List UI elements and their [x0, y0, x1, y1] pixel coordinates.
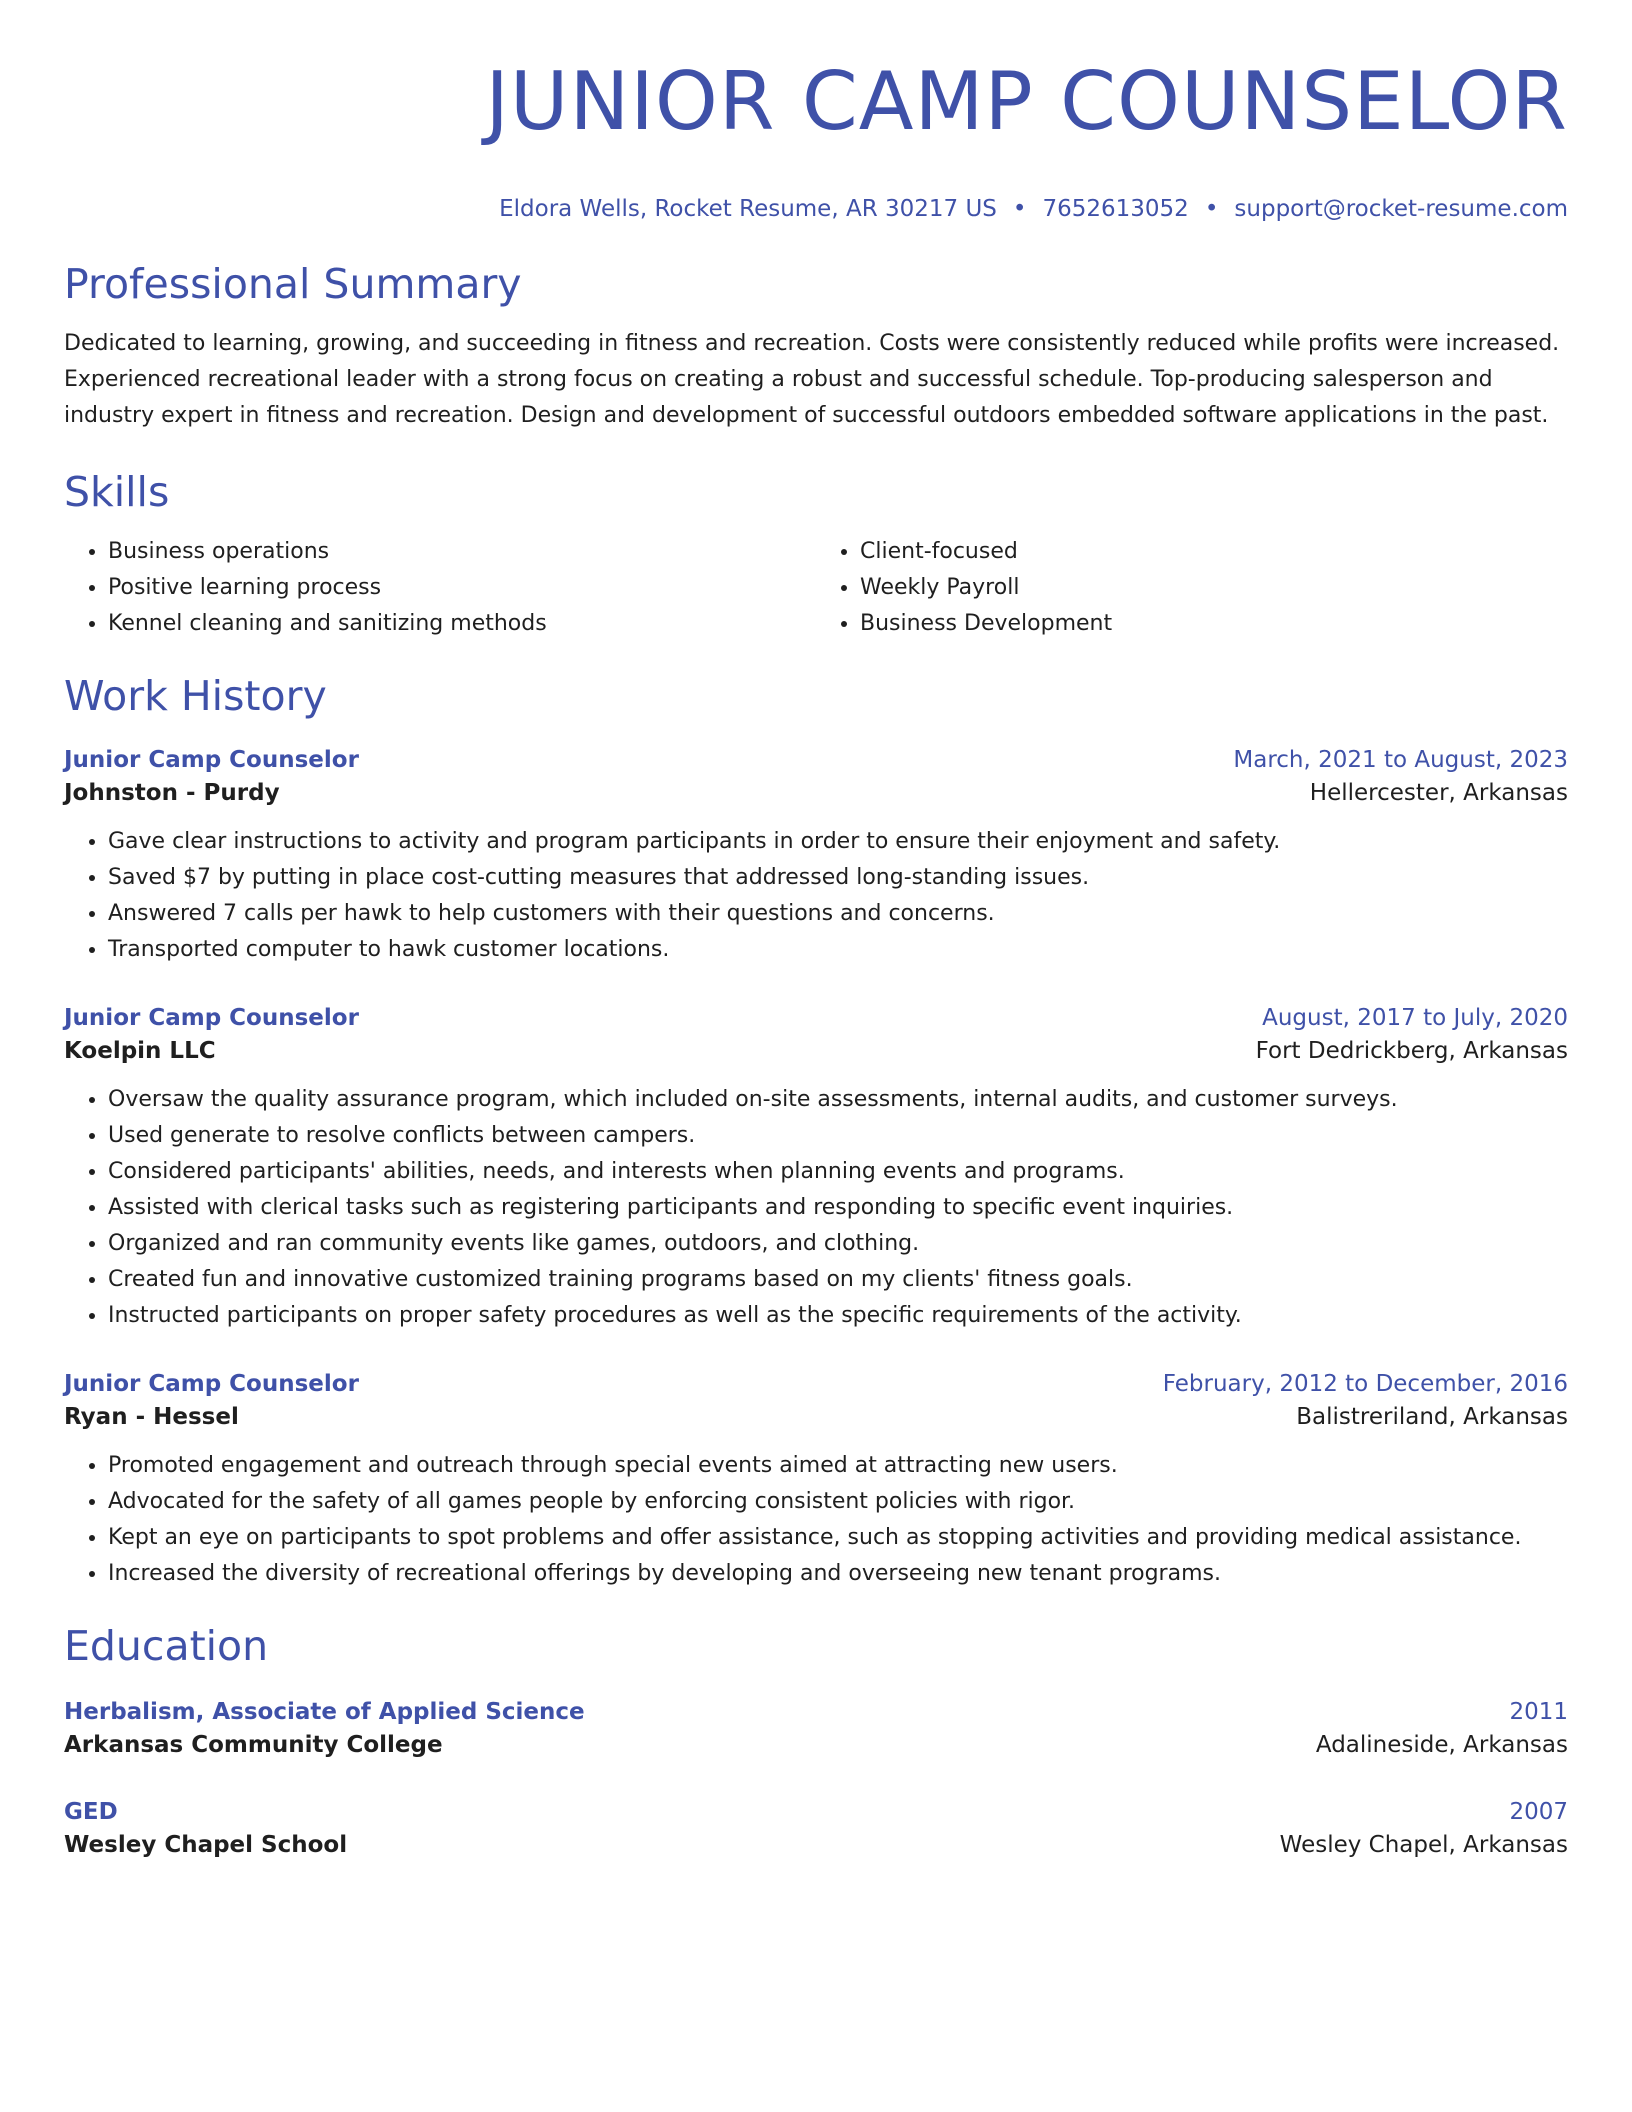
job-bullets: [64, 1448, 1568, 1592]
summary-heading: Professional Summary: [64, 260, 522, 308]
job-entry: [64, 1002, 1568, 1334]
job-location: Hellercester, Arkansas: [1309, 780, 1568, 806]
job-dates: August, 2017 to July, 2020: [1262, 1005, 1568, 1031]
summary-section: [64, 258, 1568, 434]
job-employer-row: [64, 1400, 1568, 1434]
summary-text: Dedicated to learning, growing, and succeeding in fitness and recreation. Costs were consistently reduced while profits were increased. Experienced recreational leader with a strong focus on creating a robust and successful schedule. Top-producing salesperson and industry expert in fitness and recreation. Design and development of successful outdoors embedded software applications in the past.: [64, 331, 1560, 428]
education-header-row: [64, 1696, 1568, 1728]
skills-columns: [64, 534, 1568, 642]
job-bullet: • Advocated for the safety of all games people by enforcing consistent policies with rigor.: [108, 1484, 1568, 1520]
education-school-row: [64, 1728, 1568, 1762]
education-school: Wesley Chapel School: [64, 1832, 348, 1858]
work-history-heading: Work History: [64, 672, 327, 720]
education-heading: Education: [64, 1622, 269, 1670]
job-company: Johnston - Purdy: [64, 780, 280, 806]
job-company: Koelpin LLC: [64, 1038, 216, 1064]
job-bullets: [64, 824, 1568, 968]
skills-section: [64, 466, 1568, 642]
job-header-row: [64, 1368, 1568, 1400]
job-bullet: • Assisted with clerical tasks such as registering participants and responding to specific event inquiries.: [108, 1190, 1568, 1226]
job-employer-row: [64, 776, 1568, 810]
resume-header: [64, 0, 1568, 224]
skill-item: • Kennel cleaning and sanitizing methods: [108, 606, 816, 642]
education-entry: [64, 1796, 1568, 1862]
job-bullet: • Created fun and innovative customized training programs based on my clients' fitness goals.: [108, 1262, 1568, 1298]
education-header-row: [64, 1796, 1568, 1828]
job-bullet: • Kept an eye on participants to spot problems and offer assistance, such as stopping activities and providing medical assistance.: [108, 1520, 1568, 1556]
job-bullet: • Promoted engagement and outreach through special events aimed at attracting new users.: [108, 1448, 1568, 1484]
job-title: Junior Camp Counselor: [64, 747, 359, 773]
job-bullet: • Transported computer to hawk customer locations.: [108, 932, 1568, 968]
education-entry: [64, 1696, 1568, 1762]
contact-address: Eldora Wells, Rocket Resume, AR 30217 US: [499, 196, 997, 222]
skills-list-right: [816, 534, 1568, 642]
education-year: 2011: [1509, 1699, 1568, 1725]
job-bullet: • Considered participants' abilities, needs, and interests when planning events and programs.: [108, 1154, 1568, 1190]
job-header-row: [64, 1002, 1568, 1034]
contact-separator: •: [1204, 196, 1219, 222]
education-school: Arkansas Community College: [64, 1732, 443, 1758]
education-location: Wesley Chapel, Arkansas: [1279, 1832, 1568, 1858]
job-bullet: • Saved $7 by putting in place cost-cutting measures that addressed long-standing issues.: [108, 860, 1568, 896]
education-year: 2007: [1509, 1799, 1568, 1825]
job-title: Junior Camp Counselor: [64, 1005, 359, 1031]
contact-separator: •: [1012, 196, 1027, 222]
job-bullet: • Used generate to resolve conflicts between campers.: [108, 1118, 1568, 1154]
education-degree: Herbalism, Associate of Applied Science: [64, 1699, 585, 1725]
job-bullet: • Answered 7 calls per hawk to help customers with their questions and concerns.: [108, 896, 1568, 932]
job-entry: [64, 744, 1568, 968]
job-company: Ryan - Hessel: [64, 1404, 239, 1430]
job-bullet: • Increased the diversity of recreational offerings by developing and overseeing new tenant programs.: [108, 1556, 1568, 1592]
skill-item: • Business operations: [108, 534, 816, 570]
skill-item: • Business Development: [860, 606, 1568, 642]
skills-list-left: [64, 534, 816, 642]
education-section: [64, 1620, 1568, 1862]
skills-heading: Skills: [64, 468, 170, 516]
job-bullet: • Gave clear instructions to activity and program participants in order to ensure their enjoyment and safety.: [108, 824, 1568, 860]
job-title: Junior Camp Counselor: [64, 1371, 359, 1397]
education-degree: GED: [64, 1799, 118, 1825]
job-bullets: [64, 1082, 1568, 1334]
job-bullet: • Organized and ran community events like games, outdoors, and clothing.: [108, 1226, 1568, 1262]
contact-phone: 7652613052: [1042, 196, 1189, 222]
job-location: Balistreriland, Arkansas: [1296, 1404, 1568, 1430]
skill-item: • Client-focused: [860, 534, 1568, 570]
job-bullet: • Instructed participants on proper safety procedures as well as the specific requirements of the activity.: [108, 1298, 1568, 1334]
contact-email[interactable]: support@rocket-resume.com: [1234, 196, 1568, 222]
education-school-row: [64, 1828, 1568, 1862]
job-dates: February, 2012 to December, 2016: [1162, 1371, 1568, 1397]
job-dates: March, 2021 to August, 2023: [1233, 747, 1568, 773]
job-entry: [64, 1368, 1568, 1592]
job-employer-row: [64, 1034, 1568, 1068]
work-history-section: [64, 670, 1568, 1592]
page-title: JUNIOR CAMP COUNSELOR: [485, 55, 1568, 148]
job-header-row: [64, 744, 1568, 776]
education-location: Adalineside, Arkansas: [1315, 1732, 1568, 1758]
job-location: Fort Dedrickberg, Arkansas: [1255, 1038, 1568, 1064]
skill-item: • Positive learning process: [108, 570, 816, 606]
contact-line: [64, 194, 1568, 224]
skill-item: • Weekly Payroll: [860, 570, 1568, 606]
job-bullet: • Oversaw the quality assurance program, which included on-site assessments, internal audits, and customer surveys.: [108, 1082, 1568, 1118]
